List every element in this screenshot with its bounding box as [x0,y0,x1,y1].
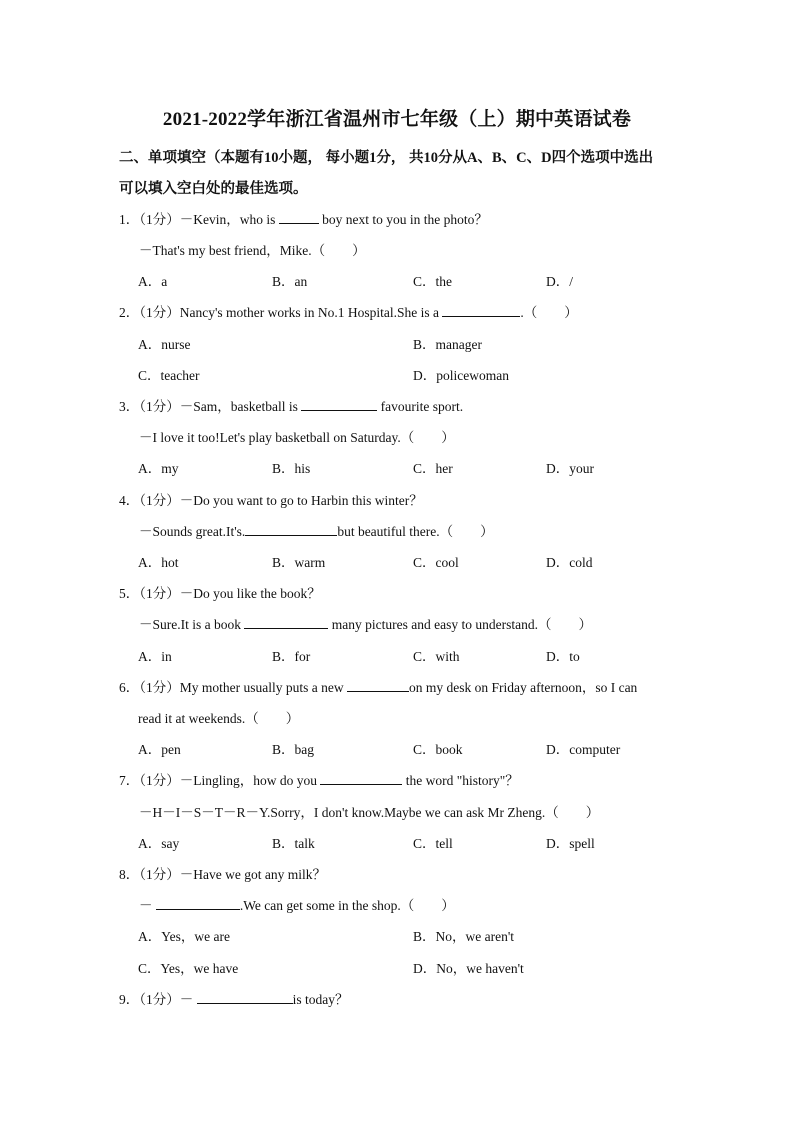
option-c: C．teacher [138,368,200,383]
option-a: A．nurse [138,337,191,352]
question-text: 2．（1分）Nancy's mother works in No.1 Hospital.She is a [119,305,440,320]
question-text: 7．（1分）－Lingling，how do you [119,773,317,788]
option-b: B．for [272,649,311,664]
question-2 [119,301,578,321]
option-a: A．a [138,274,168,289]
option-b: B．bag [272,742,314,757]
answer-blank [244,616,328,629]
question-text: － [139,898,153,913]
option-c: C．cool [413,555,459,570]
option-b: B．his [272,461,311,476]
option-d: D．cold [546,555,593,570]
option-b: B．No，we aren't [413,929,515,944]
question-1-reply: －That's my best friend，Mike.（ ） [139,243,366,258]
option-d: D．policewoman [413,368,509,383]
question-5: 5．（1分）－Do you like the book？ [119,586,321,601]
question-7 [119,769,519,789]
question-3 [119,395,463,415]
question-text: many pictures and easy to understand.（ ） [331,617,592,632]
option-c: C．with [413,649,460,664]
question-8-reply [139,894,455,914]
option-b: B．talk [272,836,315,851]
question-text: on my desk on Friday afternoon，so I can [408,680,638,695]
question-1 [119,208,488,228]
option-c: C．the [413,274,452,289]
option-c: C．book [413,742,463,757]
answer-blank [279,211,319,224]
question-text: 3．（1分）－Sam，basketball is [119,399,298,414]
option-b: B．manager [413,337,482,352]
option-c: C．tell [413,836,453,851]
option-d: D．to [546,649,580,664]
question-text: 9．（1分）－ [119,992,194,1007]
question-7-reply: －H－I－S－T－R－Y.Sorry，I don't know.Maybe we can ask Mr Zheng.（ ） [139,805,600,820]
question-6-continued: read it at weekends.（ ） [138,711,300,726]
answer-blank [347,679,409,692]
option-a: A．Yes，we are [138,929,230,944]
option-a: A．say [138,836,180,851]
question-text: －Sounds great.It's. [139,524,246,539]
question-text: the word "history"？ [405,773,519,788]
answer-blank [442,304,520,317]
question-4-reply [139,520,494,540]
question-text: favourite sport. [380,399,464,414]
answer-blank [156,897,240,910]
option-d: D．/ [546,274,573,289]
section-heading-continued: 可以填入空白处的最佳选项。 [119,181,308,197]
question-6 [119,676,637,696]
question-text: 6．（1分）My mother usually puts a new [119,680,344,695]
option-a: A．pen [138,742,181,757]
question-8: 8．（1分）－Have we got any milk？ [119,867,326,882]
question-text: is today？ [292,992,349,1007]
option-b: B．warm [272,555,326,570]
page-title: 2021-2022学年浙江省温州市七年级（上）期中英语试卷 [162,109,632,130]
question-3-reply: －I love it too!Let's play basketball on Saturday.（ ） [139,430,455,445]
question-text: 1．（1分）－Kevin，who is [119,212,276,227]
answer-blank [320,772,402,785]
option-c: C．her [413,461,453,476]
option-d: D．spell [546,836,595,851]
section-heading: 二、单项填空（本题有10小题， 每小题1分， 共10分从A、B、C、D四个选项中选出 [119,150,654,166]
answer-blank [301,398,377,411]
question-text: but beautiful there.（ ） [337,524,494,539]
question-text: －Sure.It is a book [139,617,241,632]
question-5-reply [139,613,592,633]
option-d: D．computer [546,742,621,757]
option-a: A．hot [138,555,179,570]
question-text: boy next to you in the photo？ [322,212,488,227]
option-a: A．my [138,461,179,476]
answer-blank [197,991,293,1004]
option-c: C．Yes，we have [138,961,239,976]
option-d: D．your [546,461,594,476]
question-text: .We can get some in the shop.（ ） [239,898,455,913]
question-4: 4．（1分）－Do you want to go to Harbin this winter？ [119,493,423,508]
option-d: D．No，we haven't [413,961,524,976]
option-b: B．an [272,274,308,289]
question-9 [119,988,349,1008]
question-text: .（ ） [520,305,578,320]
answer-blank [245,523,337,536]
option-a: A．in [138,649,172,664]
